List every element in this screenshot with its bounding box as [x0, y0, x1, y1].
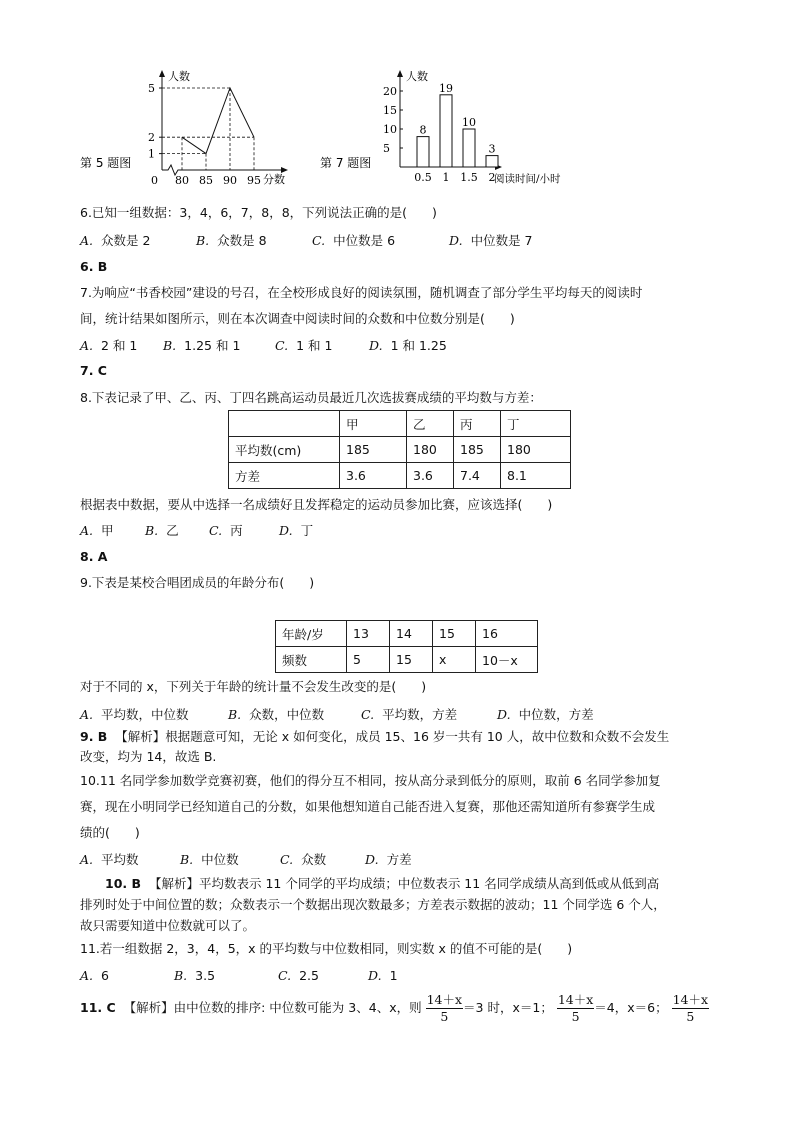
q9-answer-line2: 改变，均为 14，故选 B. — [80, 749, 217, 764]
q6-option-a: A. 众数是 2 — [80, 233, 151, 248]
table-row — [229, 411, 571, 437]
q9-text2: 对于不同的 x，下列关于年龄的统计量不会发生改变的是( ) — [80, 679, 427, 694]
fig7-ytick-label: 15 — [383, 104, 397, 117]
fraction: $\frac{14+x}{5}$ — [557, 992, 594, 1024]
table-cell: 频数 — [276, 647, 347, 673]
q10-option-c: C. 众数 — [280, 852, 327, 867]
table-cell: 7.4 — [454, 463, 501, 489]
q7-text-line1: 7.为响应“书香校园”建设的号召，在全校形成良好的阅读氛围，随机调查了部分学生平均每天的阅读时 — [80, 285, 643, 300]
fig5-chart — [80, 66, 320, 191]
fig5-ytick-label: 5 — [148, 82, 155, 95]
q7-option-c: C. 1 和 1 — [275, 338, 333, 353]
q10-option-d: D. 方差 — [365, 852, 412, 867]
fig7-bar — [417, 137, 429, 167]
table-cell: 185 — [340, 437, 407, 463]
table-cell: 14 — [390, 621, 433, 647]
fig7-bar — [463, 129, 475, 167]
table-cell: 15 — [390, 647, 433, 673]
fig5-ytick-label: 1 — [148, 147, 155, 161]
q7-option-b: B. 1.25 和 1 — [163, 338, 241, 353]
table-cell: 平均数(cm) — [229, 437, 340, 463]
q11-answer: 11. C 【解析】由中位数的排序: 中位数可能为 3、4、x，则 $\frac{14+x}{5}$ ＝3 时，x＝1； $\frac{14+x}{5}$ ＝4，x＝6； $\frac{14+x}{5}$ — [80, 992, 709, 1024]
q10-option-b: B. 中位数 — [180, 852, 239, 867]
q11-option-d: D. 1 — [368, 968, 398, 983]
fig7-xtick-label: 1 — [442, 171, 450, 184]
q9-text: 9.下表是某校合唱团成员的年龄分布( ) — [80, 575, 315, 590]
q6-answer: 6. B — [80, 259, 108, 274]
table-cell: 180 — [501, 437, 571, 463]
fig5-ylabel: 人数 — [168, 70, 190, 83]
fig7-xlabel: 阅读时间/小时 — [494, 173, 561, 185]
table-cell: 16 — [476, 621, 538, 647]
table-cell: 丙 — [454, 411, 501, 437]
q11-option-a: A. 6 — [80, 968, 109, 983]
q9-answer-line1: 9. B 【解析】根据题意可知，无论 x 如何变化，成员 15、16 岁一共有 10 人，故中位数和众数不会发生 — [80, 729, 670, 744]
table-row — [276, 621, 538, 647]
fig5-xlabel: 分数 — [263, 173, 285, 186]
fig7-caption: 第 7 题图 — [320, 156, 372, 170]
fig5-xtick-label: 80 — [175, 174, 189, 187]
fraction: $\frac{14+x}{5}$ — [426, 992, 463, 1024]
q10-text-line1: 10.11 名同学参加数学竞赛初赛，他们的得分互不相同，按从高分录到低分的原则，取前 6 名同学参加复 — [80, 773, 661, 788]
q11-text: 11.若一组数据 2，3，4，5，x 的平均数与中位数相同，则实数 x 的值不可能的是( ) — [80, 941, 573, 956]
fig7-ytick-label: 20 — [383, 85, 397, 98]
fig7-xtick-label: 2 — [488, 171, 496, 184]
q10-answer-line1: 10. B 【解析】平均数表示 11 个同学的平均成绩；中位数表示 11 名同学成绩从高到低或从低到高 — [105, 876, 660, 891]
q8-text2: 根据表中数据，要从中选择一名成绩好且发挥稳定的运动员参加比赛，应该选择( ) — [80, 497, 553, 512]
fig7-ylabel: 人数 — [406, 70, 428, 83]
fig5-series-line — [182, 88, 254, 154]
fig5-xtick-label: 90 — [223, 174, 237, 187]
fig5-ytick-label: 2 — [148, 131, 155, 145]
table-cell: 13 — [347, 621, 390, 647]
q9-option-b: B. 众数，中位数 — [228, 707, 325, 722]
fig5-xtick-label: 85 — [199, 174, 213, 187]
table-cell: 10－x — [476, 647, 538, 673]
q9-option-a: A. 平均数，中位数 — [80, 707, 189, 722]
fig7-bar-label: 3 — [488, 142, 496, 156]
q8-text: 8.下表记录了甲、乙、丙、丁四名跳高运动员最近几次选拔赛成绩的平均数与方差： — [80, 390, 542, 405]
q9-option-d: D. 中位数，方差 — [497, 707, 594, 722]
table-cell: 185 — [454, 437, 501, 463]
q7-text-line2: 间，统计结果如图所示，则在本次调查中阅读时间的众数和中位数分别是( ) — [80, 311, 515, 326]
fig7-ytick-label: 5 — [383, 142, 390, 155]
table-cell: 3.6 — [340, 463, 407, 489]
fig7-bar — [486, 156, 498, 167]
q8-table — [228, 410, 571, 489]
table-cell: 5 — [347, 647, 390, 673]
table-row — [276, 647, 538, 673]
table-cell: 乙 — [407, 411, 454, 437]
fig7-xtick-label: 0.5 — [414, 171, 432, 184]
q8-option-b: B. 乙 — [145, 523, 179, 538]
table-cell — [229, 411, 340, 437]
fig7-bar-label: 10 — [462, 116, 476, 129]
q9-table — [275, 620, 538, 673]
q10-option-a: A. 平均数 — [80, 852, 139, 867]
q6-option-b: B. 众数是 8 — [196, 233, 267, 248]
q10-answer-line2: 排列时处于中间位置的数；众数表示一个数据出现次数最多；方差表示数据的波动；11 个同学选 6 个人， — [80, 897, 666, 912]
q10-text-line2: 赛，现在小明同学已经知道自己的分数，如果他想知道自己能否进入复赛，那他还需知道所有参赛学生成 — [80, 799, 656, 814]
table-cell: 3.6 — [407, 463, 454, 489]
table-cell: 方差 — [229, 463, 340, 489]
q8-answer: 8. A — [80, 549, 108, 564]
table-cell: x — [433, 647, 476, 673]
fig7-bar-label: 19 — [439, 81, 453, 95]
table-cell: 180 — [407, 437, 454, 463]
fig5-xtick-label: 95 — [247, 174, 261, 187]
fig5-caption: 第 5 题图 — [80, 156, 132, 170]
q7-option-d: D. 1 和 1.25 — [369, 338, 447, 353]
q10-answer-line3: 故只需要知道中位数就可以了。 — [80, 918, 256, 933]
fig7-ytick-label: 10 — [383, 123, 397, 136]
q10-text-line3: 绩的( ) — [80, 825, 140, 840]
q8-option-c: C. 丙 — [209, 523, 243, 538]
q6-option-c: C. 中位数是 6 — [312, 233, 396, 248]
q8-option-a: A. 甲 — [80, 523, 114, 538]
table-row — [229, 463, 571, 489]
table-cell: 8.1 — [501, 463, 571, 489]
table-cell: 15 — [433, 621, 476, 647]
table-cell: 丁 — [501, 411, 571, 437]
q11-option-c: C. 2.5 — [278, 968, 319, 983]
table-row — [229, 437, 571, 463]
q6-text: 6.已知一组数据：3，4，6，7，8，8，下列说法正确的是( ) — [80, 205, 437, 220]
fig7-bar — [440, 95, 452, 167]
fig7-bar-label: 8 — [419, 123, 427, 137]
q9-option-c: C. 平均数，方差 — [361, 707, 458, 722]
q8-option-d: D. 丁 — [279, 523, 314, 538]
q7-answer: 7. C — [80, 363, 107, 378]
fraction: $\frac{14+x}{5}$ — [672, 992, 709, 1024]
fig7-chart — [318, 66, 598, 191]
q11-option-b: B. 3.5 — [174, 968, 216, 983]
q7-option-a: A. 2 和 1 — [80, 338, 138, 353]
table-cell: 甲 — [340, 411, 407, 437]
q6-option-d: D. 中位数是 7 — [449, 233, 533, 248]
table-cell: 年龄/岁 — [276, 621, 347, 647]
fig7-xtick-label: 1.5 — [460, 171, 478, 184]
fig5-origin: 0 — [151, 174, 158, 187]
